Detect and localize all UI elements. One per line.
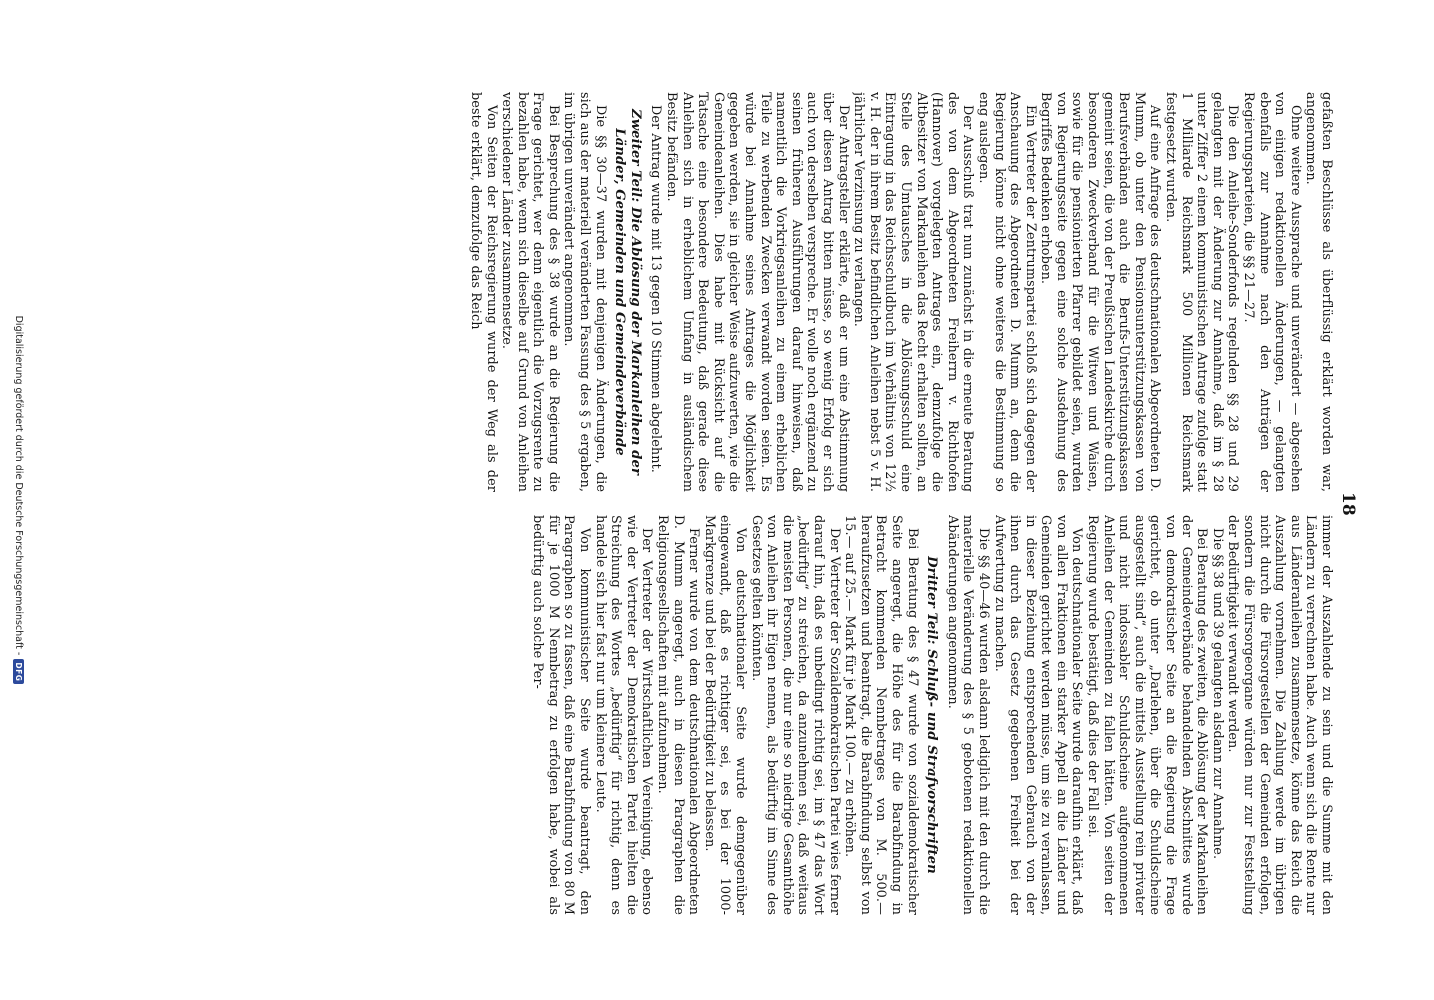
paragraph: Bei Beratung des zweiten, die Ablösung der Markanleihen der Gemeindeverbände behandelnden Abschnittes wurde von demokratischer Seite an die Regierung die Frage gerichtet, ob unter „Darlehen, über die Schuldscheine ausgestellt sind“, auch die mittels Ausstellung rein privater und nicht indossabler Schuldscheine aufgenommenen Anleihen der Gemeinden zu fallen hätten. Von seiten der Regierung wurde bestätigt, daß dies der Fall sei. [1085, 515, 1210, 915]
paragraph: Die den Anleihe-Sonderfonds regelnden §§ 28 und 29 gelangten mit der Änderung zur Annahme, daß im § 28 unter Ziffer 2 einem kommunistischen Antrage zufolge statt 1 Milliarde Reichsmark 500 Millionen Reichsmark festgesetzt wurden. [1163, 92, 1241, 492]
paragraph: Bei Beratung des § 47 wurde von sozialdemokratischer Seite angeregt, die Höhe des für die Barabfindung in Betracht kommenden Nennbetrages von M. 500.— heraufzusetzen und beantragt, die Barabfindung selbst von 15.— auf 25.— Mark für je Mark 100.— zu erhöhen. [842, 515, 920, 915]
paragraph: Ferner wurde von dem deutschnationalen Abgeordneten D. Mumm angeregt, auch in diesen Paragraphen die Religionsgesellschaften mit aufzunehmen. [655, 515, 702, 915]
digitization-credit [13, 0, 24, 1000]
paragraph: Auf eine Anfrage des deutschnationalen Abgeordneten D. Mumm, ob unter den Pensionsunterstützungskassen von Berufsverbänden auch die Berufs-Unterstützungskassen gemeint seien, die von der Preußischen Landeskirche durch besonderen Zweckverband für die Witwen und Waisen, sowie für die pensionierten Pfarrer gebildet seien, wurden von Regierungsseite gegen eine solche Ausdehnung des Begriffes Bedenken erhoben. [1038, 92, 1163, 492]
paragraph: gefaßten Beschlüsse als überflüssig erklärt worden war, angenommen. [1303, 92, 1334, 492]
paragraph: Von deutschnationaler Seite wurde daraufhin erklärt, daß von allen Fraktionen ein starker Appell an die Länder und Gemeinden gerichtet werden müsse, um sie zu veranlassen, in dieser Beziehung entsprechenden Gebrauch von der ihnen durch das Gesetz gegebenen Freiheit bei der Aufwertung zu machen. [991, 515, 1085, 915]
page-number: 18 [1338, 492, 1358, 516]
text-column-right [138, 515, 1334, 915]
paragraph: Der Ausschuß trat nun zunächst in die erneute Beratung des von dem Abgeordneten Freiherrn v. Richthofen (Hannover) vorgelegten Antrages ein, demzufolge die Altbesitzer von Markanleihen das Recht erhalten sollten, an Stelle des Umtausches in die Ablösungsschuld eine Eintragung in das Reichsschuldbuch im Verhältnis von 12½ v. H. der in ihrem Besitz befindlichen Anleihen nebst 5 v. H. jährlicher Verzinsung zu verlangen. [851, 92, 976, 492]
paragraph: Bei Besprechung des § 38 wurde an die Regierung die Frage gerichtet, wer denn eigentlich die Vorzugsrente zu bezahlen habe, wenn sich dieselbe auf Grund von Anleihen verschiedener Länder zusammensetze. [499, 92, 561, 492]
paragraph: Die §§ 30—37 wurden mit denjenigen Änderungen, die sich aus der materiell veränderten Fassung des § 5 ergaben, im übrigen unverändert angenommen. [561, 92, 608, 492]
paragraph: Die §§ 40—46 wurden alsdann lediglich mit den durch die materielle Veränderung des § 5 gebotenen redaktionellen Abänderungen angenommen. [944, 515, 991, 915]
paragraph: Der Antragsteller erklärte, daß er um eine Abstimmung über diesen Antrag bitten müsse, so wenig Erfolg er sich auch von derselben verspreche. Er wolle noch ergänzend zu seinen früheren Ausführungen darauf hinweisen, daß namentlich die Vorkriegsanleihen zu einem erheblichen Teile zu werbenden Zwecken verwandt worden seien. Es würde bei Annahme seines Antrages die Möglichkeit gegeben werden, sie in gleicher Weise aufzuwerten, wie die Gemeindeanleihen. Dies habe mit Rücksicht auf die Tatsache eine besondere Bedeutung, daß gerade diese Anleihen sich in erheblichem Umfang in ausländischem Besitz befänden. [664, 92, 851, 492]
section-heading: Zweiter Teil: Die Ablösung der Markanleihen der Länder, Gemeinden und Gemeindeverbände [612, 108, 643, 475]
paragraph: immer der Auszahlende zu sein und die Summe mit den Ländern zu verrechnen habe. Auch wenn sich die Rente nur aus Länderanleihen zusammensetze, könne das Reich die Auszahlung vornehmen. Die Zahlung werde im übrigen nicht durch die Fürsorgestellen der Gemeinden erfolgen, sondern die Fürsorgeorgane würden nur zur Feststellung der Bedürftigkeit verwandt werden. [1225, 515, 1334, 915]
paragraph: Die §§ 38 und 39 gelangten alsdann zur Annahme. [1209, 528, 1225, 860]
paragraph: Von Seiten der Reichsregierung wurde der Weg als der beste erklärt, demzufolge das Reich [467, 92, 499, 492]
paragraph: Der Vertreter der Wirtschaftlichen Vereinigung, ebenso wie der Vertreter der Demokratischen Partei hielten die Streichung des Wortes „bedürftig“ für richtig, denn es handele sich hier fast nur um kleinere Leute. [592, 515, 655, 915]
paragraph: Der Antrag wurde mit 13 gegen 10 Stimmen abgelehnt. [648, 105, 664, 473]
paragraph: Ein Vertreter der Zentrumspartei schloß sich dagegen der Anschauung des Abgeordneten D. Mumm an, denn die Regierung könne nicht ohne weiteres die Bestimmung so eng auslegen. [975, 92, 1038, 492]
dfg-logo: DFG [13, 659, 24, 684]
paragraph: Von deutschnationaler Seite wurde demgegenüber eingewandt, daß es richtiger sei, es bei der 1000-Markgrenze und bei der Bedürftigkeit zu belassen. [701, 515, 749, 915]
paragraph: Von kommunistischer Seite wurde beantragt, den Paragraphen so zu fassen, daß eine Barabfindung von 80 M für je 1000 M Nennbetrag zu erfolgen habe, wobei als bedürftig auch solche Per- [530, 515, 593, 915]
section-heading: Dritter Teil: Schluß- und Strafvorschriften [924, 556, 940, 874]
credit-text: Digitalisierung gefördert durch die Deutsche Forschungsgemeinschaft - [13, 315, 24, 656]
paragraph: Der Vertreter der Sozialdemokratischen Partei wies ferner darauf hin, daß es unbedingt richtig sei, im § 47 das Wort „bedürftig“ zu streichen, da anzunehmen sei, daß weitaus die meisten Personen, die nur eine so niedrige Gesamthöhe von Anleihen ihr Eigen nennen, als bedürftig im Sinne des Gesetzes gelten könnten. [748, 515, 842, 915]
paragraph: Ohne weitere Aussprache und unverändert — abgesehen von einigen redaktionellen Änderungen, — gelangten ebenfalls zur Annahme nach den Anträgen der Regierungsparteien, die §§ 21—27. [1241, 92, 1303, 492]
text-column-left [138, 92, 1334, 492]
